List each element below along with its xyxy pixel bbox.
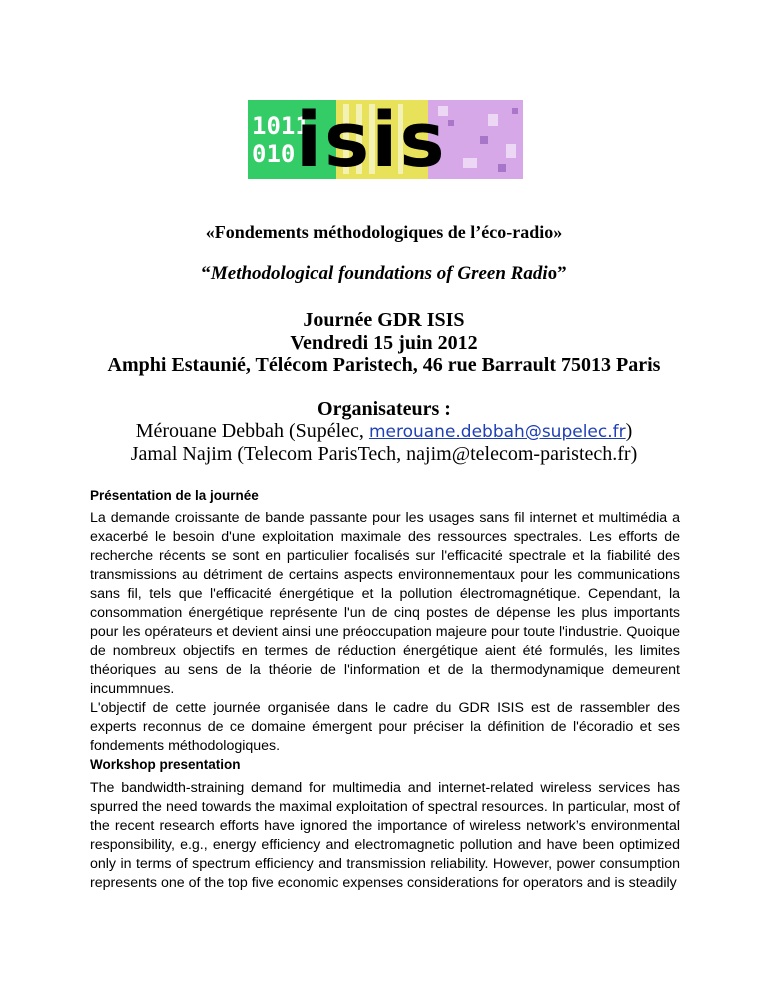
title-english-close: o” (547, 263, 567, 284)
organizers-heading: Organisateurs : (317, 398, 451, 420)
organizer-1-close: ) (625, 420, 633, 442)
title-english-text: Methodological foundations of Green Radi (210, 263, 548, 284)
paragraph-english-1: The bandwidth-straining demand for multimedia and internet-related wireless services has spurred the need towards the maximal exploitation of spectral resources. In particular, most of the recent research efforts have ignored the importance of wireless network’s environmental responsibility, e.g., energy efficiency and electromagnetic pollution and have been optimized only in terms of spectrum efficiency and transmission reliability. However, power consumption represents one of the top five economic expenses considerations for operators and is steadily (90, 780, 680, 891)
title-english-open-quote: “ (201, 263, 211, 284)
title-english (0, 263, 768, 285)
organizer-1-name: Mérouane Debbah (Supélec, (135, 420, 369, 442)
section-heading-french: Présentation de la journée (90, 488, 259, 503)
paragraph-french-1: La demande croissante de bande passante pour les usages sans fil internet et multimédia a exacerbé le besoin d'une exploitation maximale des ressources spectrales. Les efforts de recherche récents se sont en particulier focalisés sur l'efficacité spectrale et la fiabilité des transmissions au détriment de certains aspects environnementaux pour les communications sans fil, tels que l'efficacité énergétique et la pollution électromagnétique. Cependant, la consommation énergétique représente l'un de cinq postes de dépense les plus importants pour les opérateurs et devient ainsi une préoccupation majeure pour toute l'industrie. Quoique de nombreux objectifs en termes de réduction énergétique aient été formulés, les limites théoriques au sens de la théorie de l'information et de la thermodynamique demeurent incummnues. (90, 510, 680, 697)
organizer-1-email-link[interactable]: merouane.debbah@supelec.fr (368, 422, 626, 442)
logo-binary-row-2: 010 (252, 140, 296, 168)
section-heading-english: Workshop presentation (90, 757, 241, 772)
paragraph-french-2: L'objectif de cette journée organisée dans le cadre du GDR ISIS est de rassembler des experts reconnus de ce domaine émergent pour préciser la définition de l'écoradio et ses fondements méthodologiques. (90, 700, 680, 754)
organizer-1 (0, 420, 768, 443)
logo-text: isis (296, 100, 447, 179)
organizer-2: Jamal Najim (Telecom ParisTech, najim@telecom-paristech.fr) (130, 443, 638, 465)
title-french: «Fondements méthodologiques de l’éco-radio» (205, 222, 563, 242)
event-location: Amphi Estaunié, Télécom Paristech, 46 rue Barrault 75013 Paris (107, 354, 661, 376)
isis-logo (248, 100, 523, 179)
logo-binary-row-1: 1011 (252, 112, 310, 140)
event-date: Vendredi 15 juin 2012 (290, 332, 478, 354)
isis-logo-graphic (248, 100, 523, 179)
event-name: Journée GDR ISIS (303, 309, 465, 331)
